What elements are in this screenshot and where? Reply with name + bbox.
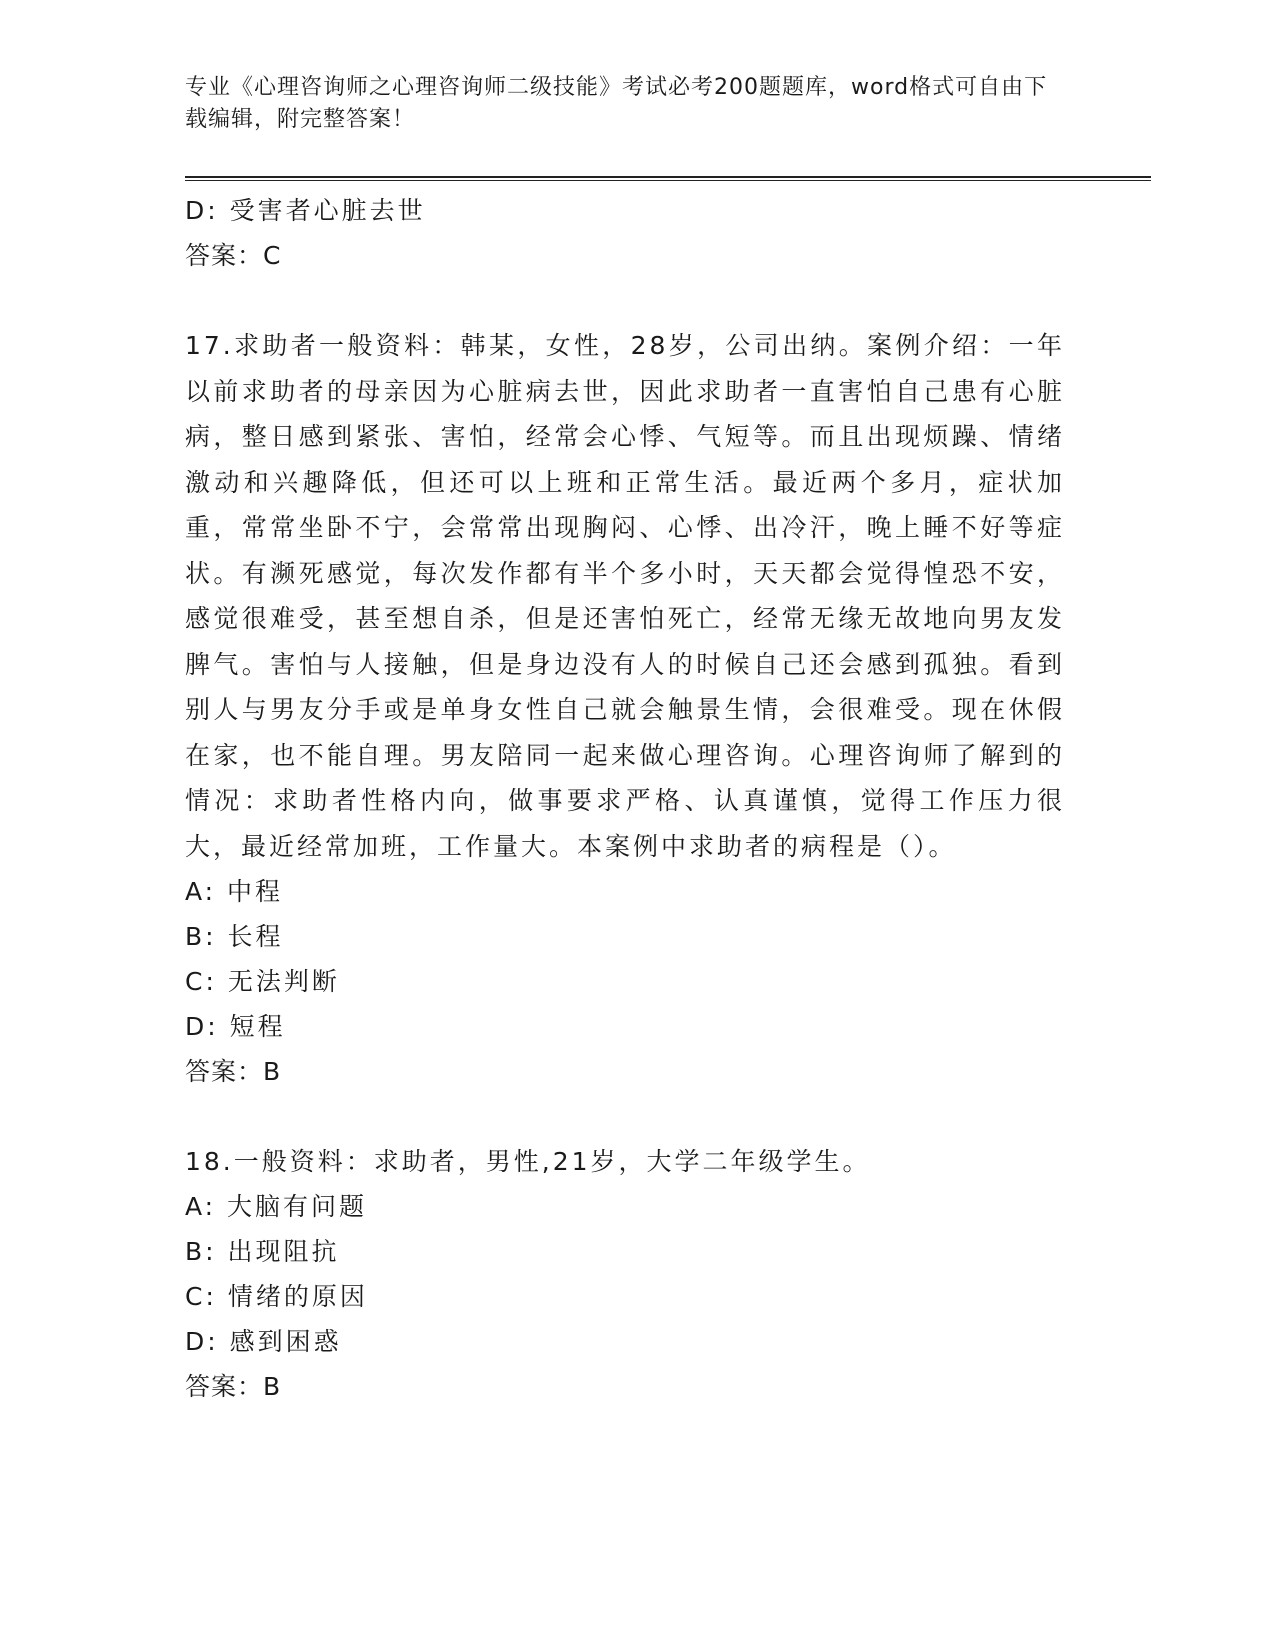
question-17-option-b: B: 长程 bbox=[185, 922, 284, 951]
header-divider bbox=[185, 176, 1151, 181]
question-17-option-c: C: 无法判断 bbox=[185, 967, 340, 996]
question-17-stem: 17.求助者一般资料：韩某，女性，28岁，公司出纳。案例介绍：一年以前求助者的母亲因为心脏病去世，因此求助者一直害怕自己患有心脏病，整日感到紧张、害怕，经常会心悸、气短等。而且出现烦躁、情绪激动和兴趣降低，但还可以上班和正常生活。最近两个多月，症状加重，常常坐卧不宁，会常常出现胸闷、心悸、出冷汗，晚上睡不好等症状。有濒死感觉，每次发作都有半个多小时，天天都会觉得惶恐不安，感觉很难受，甚至想自杀，但是还害怕死亡，经常无缘无故地向男友发脾气。害怕与人接触，但是身边没有人的时候自己还会感到孤独。看到别人与男友分手或是单身女性自己就会触景生情，会很难受。现在休假在家，也不能自理。男友陪同一起来做心理咨询。心理咨询师了解到的情况：求助者性格内向，做事要求严格、认真谨慎，觉得工作压力很大，最近经常加班，工作量大。本案例中求助者的病程是（）。 bbox=[185, 331, 1065, 861]
question-17-option-a: A: 中程 bbox=[185, 877, 284, 906]
question-18-stem: 18.一般资料：求助者，男性,21岁，大学二年级学生。 bbox=[185, 1147, 871, 1176]
question-18-option-b: B: 出现阻抗 bbox=[185, 1237, 340, 1266]
question-18-option-a: A: 大脑有问题 bbox=[185, 1192, 368, 1221]
prev-option-d: D: 受害者心脏去世 bbox=[185, 196, 426, 225]
question-17-answer: 答案：B bbox=[185, 1057, 282, 1086]
question-17 bbox=[185, 323, 1065, 1094]
prev-answer: 答案：C bbox=[185, 241, 282, 270]
question-18-answer: 答案：B bbox=[185, 1372, 282, 1401]
question-17-option-d: D: 短程 bbox=[185, 1012, 286, 1041]
question-18 bbox=[185, 1139, 1065, 1409]
question-18-option-c: C: 情绪的原因 bbox=[185, 1282, 368, 1311]
question-18-option-d: D: 感到困惑 bbox=[185, 1327, 342, 1356]
page-header: 专业《心理咨询师之心理咨询师二级技能》考试必考200题题库，word格式可自由下载编辑，附完整答案！ bbox=[185, 75, 1048, 132]
document-body bbox=[185, 188, 1065, 1409]
spacer bbox=[185, 1094, 1065, 1139]
spacer bbox=[185, 278, 1065, 323]
